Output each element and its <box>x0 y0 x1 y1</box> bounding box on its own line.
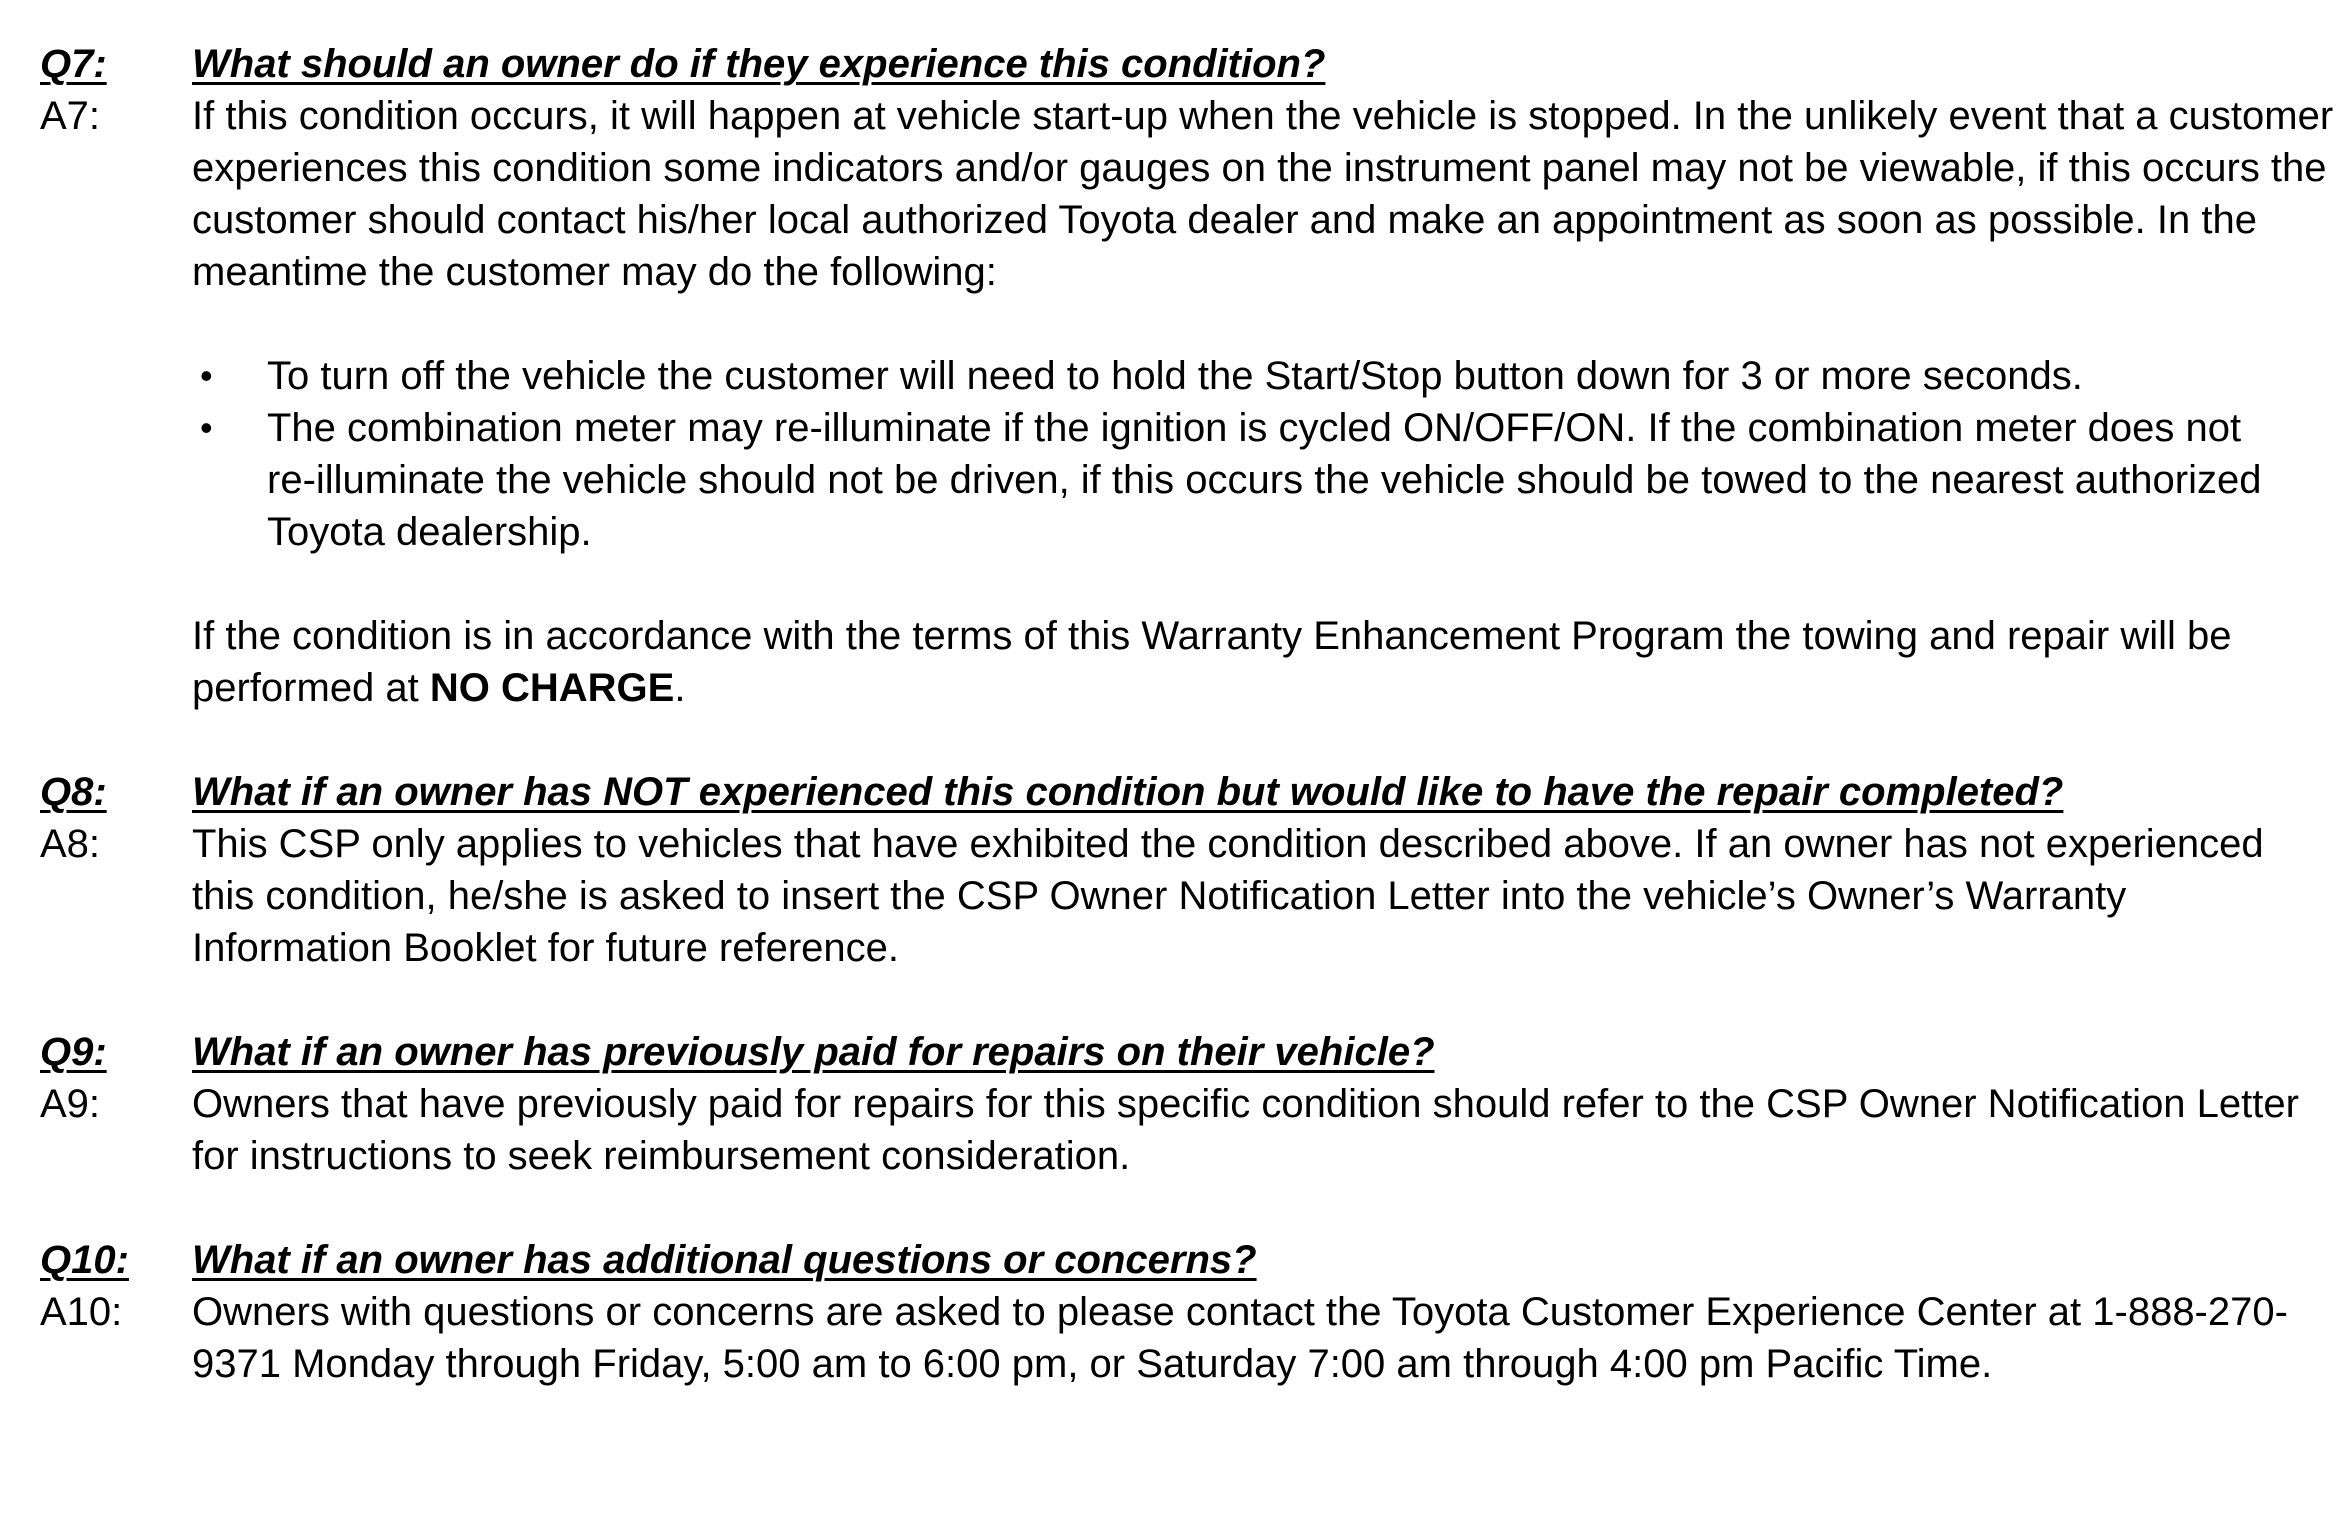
paragraph-spacer <box>192 558 2341 610</box>
question-text: What should an owner do if they experience this condition? <box>192 42 1326 86</box>
answer-body: Owners with questions or concerns are asked to please contact the Toyota Customer Experience Center at 1-888-270-9371 Monday through Friday, 5:00 am to 6:00 pm, or Saturday 7:00 am through 4:00 pm Pacific Time. <box>192 1290 2288 1386</box>
faq-section-q10 <box>40 1234 2341 1390</box>
faq-section-q8 <box>40 766 2341 974</box>
section-spacer <box>40 974 2341 1026</box>
question-text: What if an owner has NOT experienced this condition but would like to have the repair completed? <box>192 770 2064 814</box>
closing-text: If the condition is in accordance with the terms of this Warranty Enhancement Program the towing and repair will be performed at <box>192 614 2232 710</box>
question-label: Q7: <box>40 42 107 86</box>
answer-row-a8 <box>40 818 2341 974</box>
bullet-item <box>192 350 2341 402</box>
question-row-q7 <box>40 38 2341 90</box>
section-spacer <box>40 1182 2341 1234</box>
question-label: Q8: <box>40 770 107 814</box>
answer-label: A7: <box>40 94 101 138</box>
bullet-icon: • <box>200 407 213 448</box>
question-row-q8 <box>40 766 2341 818</box>
paragraph-spacer <box>192 298 2341 350</box>
question-row-q9 <box>40 1026 2341 1078</box>
question-row-q10 <box>40 1234 2341 1286</box>
bullet-text: The combination meter may re-illuminate if the ignition is cycled ON/OFF/ON. If the combination meter does not re-illuminate the vehicle should not be driven, if this occurs the vehicle should be towed to the nearest authorized Toyota dealership. <box>267 406 2262 554</box>
answer-label: A8: <box>40 822 101 866</box>
answer-closing <box>192 610 2341 714</box>
answer-body: This CSP only applies to vehicles that have exhibited the condition described above. If an owner has not experienced this condition, he/she is asked to insert the CSP Owner Notification Letter into the vehicle’s Owner’s Warranty Information Booklet for future reference. <box>192 822 2264 970</box>
faq-section-q7 <box>40 38 2341 714</box>
question-text: What if an owner has previously paid for repairs on their vehicle? <box>192 1030 1435 1074</box>
answer-row-a7 <box>40 90 2341 714</box>
answer-intro: If this condition occurs, it will happen at vehicle start-up when the vehicle is stopped. In the unlikely event that a customer experiences this condition some indicators and/or gauges on the instrument panel may not be viewable, if this occurs the customer should contact his/her local authorized Toyota dealer and make an appointment as soon as possible. In the meantime the customer may do the following: <box>192 94 2334 294</box>
closing-end: . <box>674 666 686 710</box>
answer-label: A10: <box>40 1290 123 1334</box>
answer-body <box>192 90 2341 714</box>
no-charge-emphasis: NO CHARGE <box>429 666 675 710</box>
answer-row-a10 <box>40 1286 2341 1390</box>
answer-body: Owners that have previously paid for repairs for this specific condition should refer to the CSP Owner Notification Letter for instructions to seek reimbursement consideration. <box>192 1082 2299 1178</box>
answer-row-a9 <box>40 1078 2341 1182</box>
bullet-item <box>192 402 2341 558</box>
bullet-list <box>192 350 2341 558</box>
bullet-icon: • <box>200 355 213 396</box>
question-label: Q10: <box>40 1238 129 1282</box>
question-label: Q9: <box>40 1030 107 1074</box>
section-spacer <box>40 714 2341 766</box>
answer-label: A9: <box>40 1082 101 1126</box>
question-text: What if an owner has additional questions or concerns? <box>192 1238 1257 1282</box>
bullet-text: To turn off the vehicle the customer will need to hold the Start/Stop button down for 3 or more seconds. <box>267 354 2083 398</box>
faq-section-q9 <box>40 1026 2341 1182</box>
